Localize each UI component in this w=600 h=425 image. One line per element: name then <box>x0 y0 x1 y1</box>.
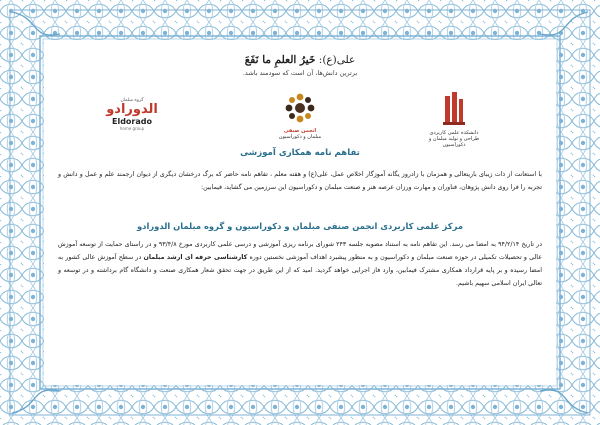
faculty-building-icon <box>443 92 465 126</box>
faculty-caption-1: دانشکده علمی کاربردی <box>429 130 479 136</box>
guild-logo <box>266 92 334 140</box>
eldorado-wordmark-fa: الدورادو <box>106 102 158 117</box>
body-text-part1: در تاریخ ۹۴/۲/۱۴ به امضا می رسد. این تفاهم نامه به استناد مصوبه جلسه ۲۴۳ شورای برنامه ریزی آموزشی و درسی علمی کاربردی مورخ ۹۳/۴/۸ و در راستای حمایت از توسعه آموزش عالی و تحصیلات تکمیلی در حوزه صنعت مبلمان و دکوراسیون و به منظور پیشبرد اهداف آموزشی نخستین دوره <box>58 241 543 261</box>
body-paragraph <box>58 238 542 290</box>
eldorado-group-label: گروه مبلمان <box>120 98 144 103</box>
eldorado-tagline: home group <box>119 126 145 131</box>
intro-paragraph: با استعانت از ذات زیبای باریتعالی و همزمان با زادروز یگانه آموزگار اخلاص عمل، علی(ع) و هفته معلم ، تفاهم نامه حاضر که برگ درخشان دیگری از دیوان ارجمند علم و عمل و دانش و تجربه را فرا روی دانش پژوهان، فناوران و مهارت ورزان عرصه هنر و صنعت مبلمان و دکوراسیون این سرزمین می گشاید، فیمابین: <box>58 171 542 191</box>
page-title: تفاهم نامه همکاری آموزشی <box>240 148 360 158</box>
quote-translation: برترین دانش‌ها، آن است که سودمند باشد. <box>242 69 358 77</box>
quote-prefix: علی(ع): <box>318 54 356 66</box>
guild-caption-2: مبلمان و دکوراسیون <box>278 134 322 140</box>
parties-heading: مرکز علمی کاربردی انجمن صنفی مبلمان و دکوراسیون و گروه مبلمان الدورادو <box>136 221 464 231</box>
program-name: کارشناسی حرفه ای ارشد مبلمان <box>143 254 248 261</box>
certificate-body <box>44 40 556 385</box>
quote-text: خَیرُ العلمِ ما نَفَعَ <box>244 54 316 66</box>
quote-block <box>44 54 556 77</box>
body-text-part2: در سطح آموزش عالی کشور به امضا رسیده و بر پایه قرارداد همکاری مشترک فیمابین، وارد فاز اجرایی خواهد گردید. امید که از این طریق در جهت تحقق شعار همکاری صنعت و دانشگاه گام برداشته و در توسعه و تعالی ایران اسلامی سهیم باشیم. <box>58 254 542 287</box>
guild-emblem-icon <box>284 92 316 124</box>
guild-caption-1: انجمن صنفی <box>283 128 317 134</box>
eldorado-wordmark-en: Eldorado <box>112 117 152 126</box>
eldorado-logo <box>100 98 164 131</box>
quote-line <box>44 54 556 66</box>
faculty-caption-2: طراحی و تولید مبلمان و دکوراسیون <box>428 136 480 148</box>
faculty-logo <box>419 92 489 148</box>
